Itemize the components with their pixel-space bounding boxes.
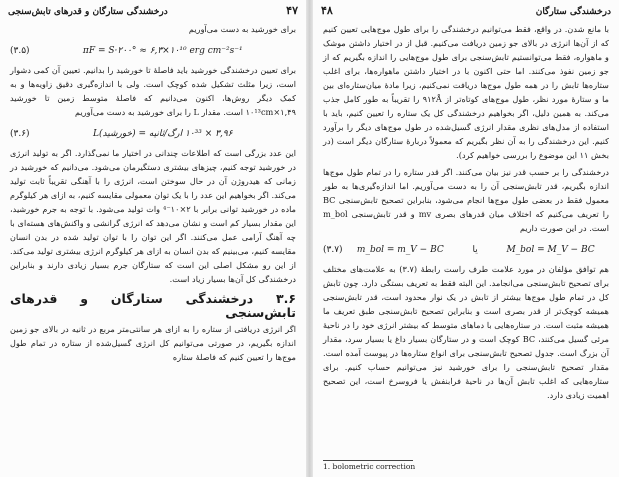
- book-gutter: [306, 0, 313, 477]
- paragraph: هم توافق مؤلفان در مورد علامت طرف راست رابطهٔ (۳.۷) به علامت‌های مختلف برای تصحیح تابش‌سنجی می‌انجامد. این البته فقط به تعریف بستگی دارد. چون تابش کل در تمام طول موج‌ها بیشتر از تابش در یک نوار محدود است، قدر تابش‌سنجی همیشه کوچک‌تر از قدر بصری است و بنابراین تصحیح تابش‌سنجی طبق تعریف ما همیشه مثبت است. در ستاره‌هایی با دماهای متوسط که بیشتر انرژی خود را در ناحیهٔ مرئی گسیل می‌کنند، BC کوچک است و در ستارگان بسیار داغ یا بسیار سرد، مقدار آن بزرگ است. جدول تصحیح تابش‌سنجی برای انواع ستاره‌ها در پیوست آمده است. مقدار تصحیح تابش‌سنجی را برای خورشید نیز می‌توانیم حساب کنیم. برای ستاره‌هایی که اغلب تابش آن‌ها در ناحیهٔ فرابنفش یا فروسرخ است، این تصحیح اهمیت زیادی دارد.: [323, 264, 609, 400]
- equation-3-5: [10, 39, 296, 63]
- left-page-header: [8, 4, 298, 18]
- right-page: [313, 0, 619, 477]
- equation-expression: [343, 243, 609, 257]
- paragraph: اگر انرژی دریافتی از ستاره را به ازای هر سانتی‌متر مربع در ثانیه در بالای جو زمین اندازه بگیریم، در صورتی می‌توانیم کل انرژی گسیل‌شده از ستاره در تمام طول موج‌ها را تعیین کنیم که فاصلهٔ ستاره: [10, 324, 296, 362]
- equation-3-6: [10, 122, 296, 146]
- section-heading: ۳.۶ درخشندگی ستارگان و قدرهای تابش‌سنجی: [10, 291, 296, 320]
- equation-expression: πF = S·۲۰۰° ≈ ۶,۳×۱۰¹⁰ erg cm⁻²s⁻¹: [82, 46, 243, 56]
- equation-number: (۳.۷): [323, 245, 343, 255]
- page-number: ۴۸: [321, 4, 333, 17]
- left-page: [0, 0, 306, 477]
- left-page-body: [10, 22, 296, 367]
- equation-conjunction: یا: [472, 245, 478, 255]
- intro-line: برای خورشید به دست می‌آوریم: [188, 24, 296, 34]
- equation-3-7: [323, 238, 609, 262]
- equation-right: M_bol = M_V − BC: [506, 245, 595, 255]
- page-number: ۴۷: [286, 4, 298, 17]
- equation-number: (۳.۶): [10, 129, 30, 139]
- running-title: درخشندگی ستارگان و قدرهای تابش‌سنجی: [8, 7, 168, 17]
- equation-left: m_bol = m_V − BC: [356, 245, 444, 255]
- equation-number: (۳.۵): [10, 46, 30, 56]
- paragraph: با مانع شدن. در واقع، فقط می‌توانیم درخشندگی را برای طول موج‌هایی تعیین کنیم که از آن‌ها انرژی در بالای جو زمین دریافت می‌کنیم. قبل از در اختیار داشتن موشک و ماهواره، فقط می‌توانستیم تابش‌سنجی برای طول موج‌هایی را اندازه بگیریم که از جو زمین نفوذ می‌کنند. اما حتی اکنون با در اختیار داشتن ماهواره‌ها، برای اغلب ستاره‌ها تابش را در همه طول موج‌ها دریافت نمی‌کنیم، زیرا مادهٔ میان‌ستاره‌ای بین ما و ستارهٔ مورد نظر، طول موج‌های کوتاه‌تر از ۹۱۲Å را تقریباً به طور کامل جذب می‌کند. به همین دلیل، اگر بخواهیم درخشندگی کل یک ستاره را تعیین کنیم، باید با استفاده از مدل‌های نظری مقدار انرژی گسیل‌شده در طول موج‌های دیگر را برآورد کنیم. این درخشندگی را به آن نظر بگیریم که معمولاً دربارهٔ ستارگان دیگر است (در بخش ۱۱ این موضوع را بررسی خواهیم کرد).: [323, 24, 609, 160]
- running-title: درخشندگی ستارگان: [535, 7, 611, 17]
- footnote: 1. bolometric correction: [323, 462, 416, 471]
- equation-expression: L(خورشید) = ۳,۹۶ × ۱۰³³ ارگ/ثانیه: [93, 129, 233, 139]
- right-page-header: [321, 4, 611, 18]
- paragraph: برای تعیین درخشندگی خورشید باید فاصلهٔ تا خورشید را بدانیم. تعیین آن کمی دشوار است، زیرا مثلث تشکیل شده کوچک است. ولی با اندازه‌گیری دقیق زاویه‌ها و به کمک دیگر روش‌ها، اکنون می‌دانیم که فاصلهٔ متوسط زمین تا خورشید ۱,۴۹×۱۰¹³cm است. مقدار L را برای خورشید به دست می‌آوریم: [10, 65, 296, 117]
- paragraph: درخشندگی را بر حسب قدر نیز بیان می‌کنند. اگر قدر ستاره را در تمام طول موج‌ها اندازه بگیریم، قدر تابش‌سنجی آن را به دست می‌آوریم. اما اندازه‌گیری‌ها به طور معمول فقط در بعضی طول موج‌ها انجام می‌شود، بنابراین تصحیح تابش‌سنجی BC را تعریف می‌کنیم که اختلاف میان قدرهای بصری mv و قدر تابش‌سنجی m_bol است. در این صورت داریم: [323, 167, 609, 233]
- paragraph: این عدد بزرگی است که اطلاعات چندانی در اختیار ما نمی‌گذارد. اگر به تولید انرژی در خورشید توجه کنیم، چیزهای بیشتری دستگیرمان می‌شود. می‌دانیم که خورشید در زمانی که هیدروژن آن در حال سوختن است، انرژی را با آهنگی تقریباً ثابت تولید می‌کند. اگر بخواهیم این عدد را با یک توان معمولی مقایسه کنیم، به ازای هر کیلوگرم ماده در خورشید توانی برابر با ۲×۱۰⁻⁴ وات تولید می‌شود. با توجه به جرم خورشید، این مقدار بسیار کم است و نشان می‌دهد که انرژی گرانشی و واکنش‌های هسته‌ای با چه آهنگ آرامی عمل می‌کنند. اگر این توان را با توان تولید شده در بدن انسان مقایسه کنیم، می‌بینیم که بدن انسان به ازای هر کیلوگرم انرژی بیشتری تولید می‌کند. از این رو مشکل اصلی این است که ستارگان جرم بسیار زیادی دارند و بنابراین درخشندگی کل آن‌ها بسیار زیاد است.: [10, 148, 296, 284]
- footnote-rule: [323, 460, 413, 461]
- right-page-body: [323, 22, 609, 405]
